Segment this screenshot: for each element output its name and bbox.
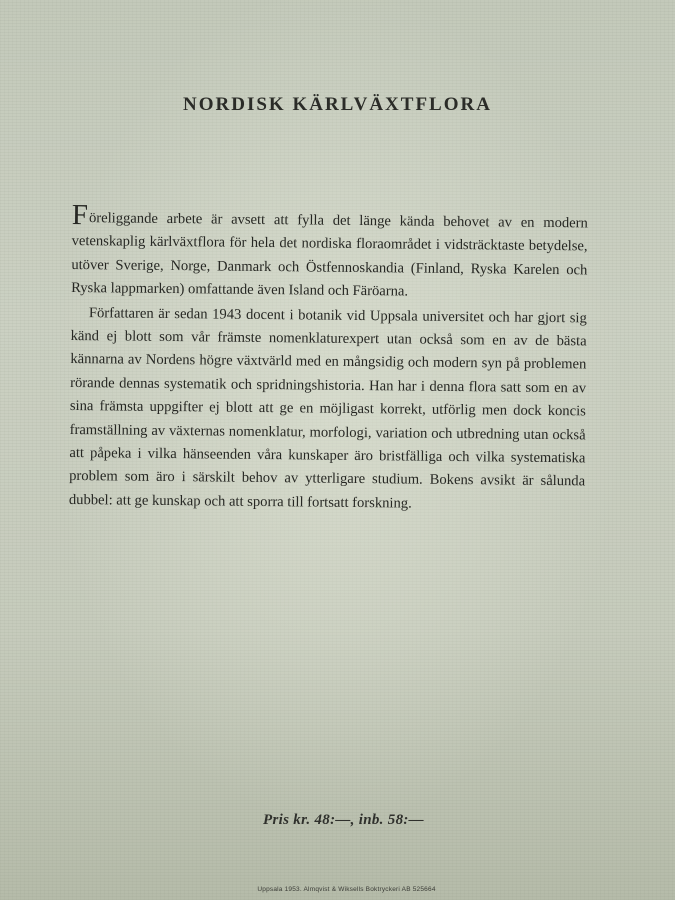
paragraph-intro-text: öreliggande arbete är avsett att fylla det länge kända behovet av en modern vetenskaplig kärlväxtflora för hela det nordiska floraområdet i vidsträcktaste betydelse, utöver Sverige, Norge, Danmark och Östfennoskandia (Finland, Ryska Karelen och Ryska lappmarken) omfattande även Island och Färöarna. — [71, 210, 588, 300]
paragraph-author: Författaren är sedan 1943 docent i botanik vid Uppsala universitet och har gjort sig känd ej blott som vår främste nomenklaturexpert utan också som en av de bästa kännarna av Nordens högre växtvärld med en mångsidig och modern syn på problemen rörande dennas systematik och spridningshistoria. Han har i denna flora satt som en av sina främsta uppgifter ej blott att ge en möjligast korrekt, utförlig men dock koncis framställning av växternas nomenklatur, morfologi, variation och utbredning utan också att påpeka i vilka hänseenden våra kunskaper äro bristfälliga och vilka systematiska problem som äro i särskilt behov av ytterligare studium. Bokens avsikt är sålunda dubbel: att ge kunskap och att sporra till fortsatt forskning. — [68, 304, 587, 512]
price-line: Pris kr. 48:—, inb. 58:— — [263, 812, 424, 828]
body-text — [68, 199, 588, 518]
drop-cap-initial: F — [71, 199, 89, 232]
paragraph-intro — [71, 199, 588, 306]
page-title: NORDISK KÄRLVÄXTFLORA — [183, 94, 492, 115]
printer-imprint: Uppsala 1953. Almqvist & Wiksells Boktryckeri AB 525664 — [257, 886, 436, 893]
